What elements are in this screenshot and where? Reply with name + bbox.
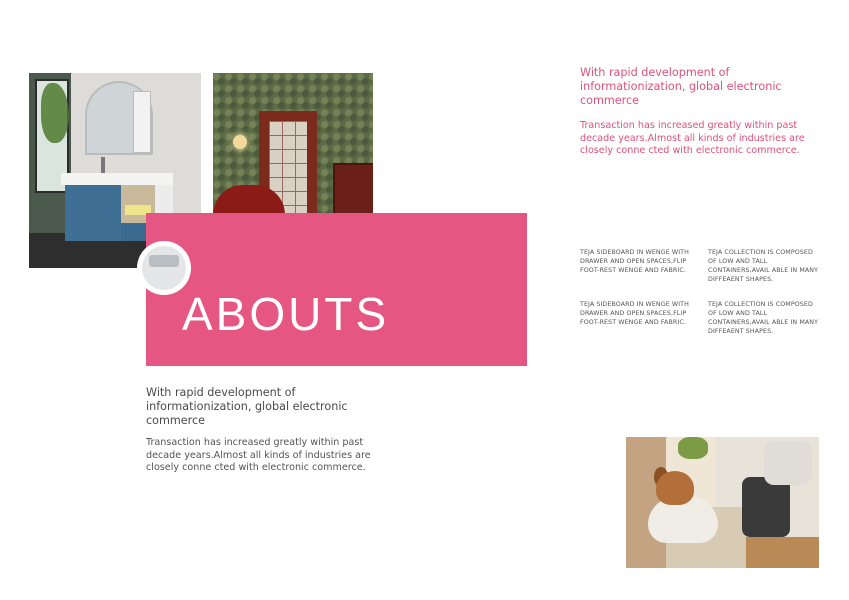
circle-thumbnail <box>137 241 191 295</box>
abouts-banner <box>146 213 527 366</box>
caption-collection-1: TEJA COLLECTION IS COMPOSED OF LOW AND TALL CONTAINERS,AVAIL ABLE IN MANY DIFFEAENT SHAPES. <box>708 249 819 283</box>
caption-collection-2: TEJA COLLECTION IS COMPOSED OF LOW AND TALL CONTAINERS,AVAIL ABLE IN MANY DIFFEAENT SHAPES. <box>708 301 819 335</box>
right-body-text: Transaction has increased greatly within past decade years.Almost all kinds of industries are closely conne cted with electronic commerce. <box>580 120 805 156</box>
caption-sideboard-2: TEJA SIDEBOARD IN WENGE WITH DRAWER AND OPEN SPACES,FLIP FOOT-REST WENGE AND FABRIC. <box>580 301 689 326</box>
caption-sideboard-1: TEJA SIDEBOARD IN WENGE WITH DRAWER AND OPEN SPACES,FLIP FOOT-REST WENGE AND FABRIC. <box>580 249 689 274</box>
right-heading: With rapid development of informationization, global electronic commerce <box>580 66 782 107</box>
left-heading: With rapid development of informationization, global electronic commerce <box>146 386 348 427</box>
page-title: ABOUTS <box>182 288 390 340</box>
dog-photo <box>626 437 819 568</box>
left-body-text: Transaction has increased greatly within past decade years.Almost all kinds of industries are closely conne cted with electronic commerce. <box>146 437 371 473</box>
